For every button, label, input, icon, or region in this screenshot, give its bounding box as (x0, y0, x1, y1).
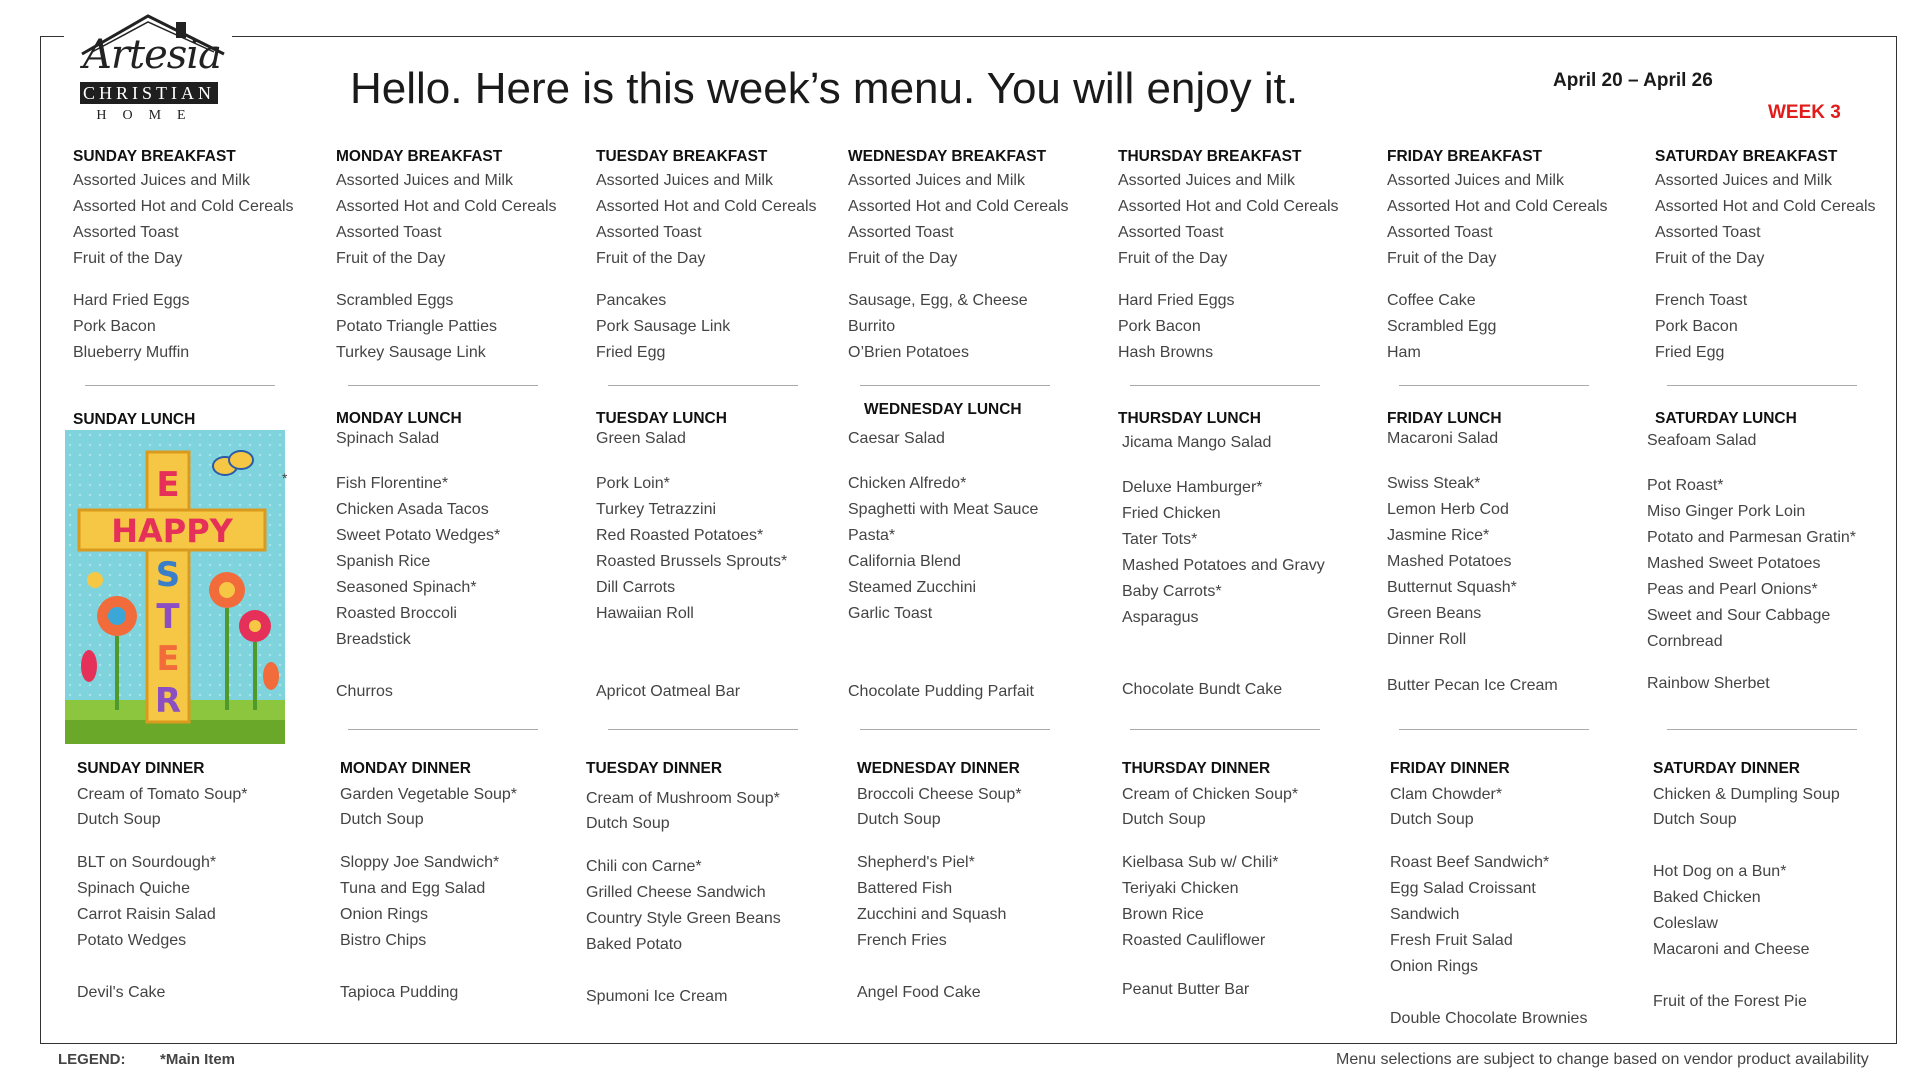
menu-item: Fruit of the Day (1387, 250, 1497, 267)
breakfast-title: THURSDAY BREAKFAST (1118, 148, 1302, 165)
section-divider (1399, 385, 1589, 386)
menu-item: Assorted Juices and Milk (1387, 172, 1564, 189)
section-divider (348, 729, 538, 730)
menu-item: Miso Ginger Pork Loin (1647, 503, 1806, 520)
menu-item: Assorted Toast (1387, 224, 1493, 241)
menu-item: Pork Bacon (73, 318, 156, 335)
menu-item: Sausage, Egg, & Cheese (848, 292, 1028, 309)
lunch-title: SATURDAY LUNCH (1655, 410, 1797, 427)
menu-item: Turkey Tetrazzini (596, 501, 717, 518)
menu-item: Dinner Roll (1387, 631, 1467, 648)
menu-item: Butter Pecan Ice Cream (1387, 677, 1558, 694)
menu-item: Dutch Soup (77, 811, 161, 828)
dinner-title: TUESDAY DINNER (586, 760, 723, 777)
menu-item: Brown Rice (1122, 906, 1204, 923)
menu-item: Pork Bacon (1655, 318, 1738, 335)
legend-label: LEGEND: (58, 1051, 126, 1068)
breakfast-title: SUNDAY BREAKFAST (73, 148, 236, 165)
date-range: April 20 – April 26 (1553, 70, 1713, 91)
menu-item: Hard Fried Eggs (1118, 292, 1235, 309)
menu-item: Green Beans (1387, 605, 1482, 622)
menu-item: Angel Food Cake (857, 984, 981, 1001)
menu-item: Chicken & Dumpling Soup (1653, 786, 1840, 803)
menu-item: Deluxe Hamburger* (1122, 479, 1263, 496)
menu-item: Assorted Hot and Cold Cereals (1655, 198, 1876, 215)
menu-item: Assorted Toast (596, 224, 702, 241)
section-divider (860, 385, 1050, 386)
lunch-title: MONDAY LUNCH (336, 410, 462, 427)
menu-item: Breadstick (336, 631, 411, 648)
lunch-title: THURSDAY LUNCH (1118, 410, 1261, 427)
menu-item: Roast Beef Sandwich* (1390, 854, 1550, 871)
logo-home: HOME (96, 108, 202, 123)
menu-item: Swiss Steak* (1387, 475, 1481, 492)
menu-item: Baked Chicken (1653, 889, 1761, 906)
menu-item: Fruit of the Day (73, 250, 183, 267)
dinner-title: SATURDAY DINNER (1653, 760, 1800, 777)
menu-item: Roasted Cauliflower (1122, 932, 1266, 949)
lunch-title: WEDNESDAY LUNCH (864, 401, 1022, 418)
happy-easter-card (65, 430, 288, 744)
menu-item: Fried Egg (596, 344, 666, 361)
menu-item: Assorted Toast (848, 224, 954, 241)
menu-item: Jasmine Rice* (1387, 527, 1490, 544)
menu-item: Spumoni Ice Cream (586, 988, 728, 1005)
menu-item: Hard Fried Eggs (73, 292, 190, 309)
menu-item: Mashed Sweet Potatoes (1647, 555, 1821, 572)
menu-item: Potato Wedges (77, 932, 187, 949)
menu-item: Assorted Hot and Cold Cereals (336, 198, 557, 215)
easter-illustration (65, 430, 288, 744)
menu-item: Butternut Squash* (1387, 579, 1517, 596)
menu-item: Mashed Potatoes (1387, 553, 1512, 570)
menu-item: Green Salad (596, 430, 686, 447)
menu-item: Chili con Carne* (586, 858, 702, 875)
menu-item: BLT on Sourdough* (77, 854, 217, 871)
menu-item: Sandwich (1390, 906, 1460, 923)
menu-item: Seafoam Salad (1647, 432, 1757, 449)
menu-item: Turkey Sausage Link (336, 344, 486, 361)
menu-item: Cream of Tomato Soup* (77, 786, 248, 803)
menu-item: Seasoned Spinach* (336, 579, 477, 596)
menu-item: Dutch Soup (340, 811, 424, 828)
menu-item: O’Brien Potatoes (848, 344, 969, 361)
menu-item: Hot Dog on a Bun* (1653, 863, 1787, 880)
menu-item: Pot Roast* (1647, 477, 1724, 494)
menu-item: Zucchini and Squash (857, 906, 1007, 923)
menu-item: Potato Triangle Patties (336, 318, 497, 335)
menu-item: Onion Rings (340, 906, 429, 923)
menu-item: Clam Chowder* (1390, 786, 1503, 803)
menu-item: Fresh Fruit Salad (1390, 932, 1513, 949)
menu-item: Mashed Potatoes and Gravy (1122, 557, 1325, 574)
section-divider (1667, 729, 1857, 730)
menu-item: Cornbread (1647, 633, 1723, 650)
breakfast-title: SATURDAY BREAKFAST (1655, 148, 1838, 165)
dinner-title: THURSDAY DINNER (1122, 760, 1271, 777)
menu-item: Tuna and Egg Salad (340, 880, 486, 897)
breakfast-title: WEDNESDAY BREAKFAST (848, 148, 1047, 165)
menu-item: Pancakes (596, 292, 667, 309)
section-divider (348, 385, 538, 386)
menu-item: Steamed Zucchini (848, 579, 977, 596)
week-badge: WEEK 3 (1768, 102, 1841, 123)
menu-item: Pork Sausage Link (596, 318, 731, 335)
menu-item: Kielbasa Sub w/ Chili* (1122, 854, 1279, 871)
svg-text:T: T (156, 597, 180, 637)
menu-item: California Blend (848, 553, 961, 570)
menu-item: Macaroni Salad (1387, 430, 1499, 447)
menu-item: Assorted Hot and Cold Cereals (848, 198, 1069, 215)
menu-item: Cream of Chicken Soup* (1122, 786, 1299, 803)
breakfast-title: MONDAY BREAKFAST (336, 148, 503, 165)
menu-item: Double Chocolate Brownies (1390, 1010, 1588, 1027)
menu-item: Onion Rings (1390, 958, 1479, 975)
menu-item: Spaghetti with Meat Sauce (848, 501, 1039, 518)
svg-text:E: E (156, 465, 180, 505)
dinner-title: WEDNESDAY DINNER (857, 760, 1020, 777)
menu-item: Dutch Soup (1653, 811, 1737, 828)
menu-item: Grilled Cheese Sandwich (586, 884, 766, 901)
menu-item: Pork Loin* (596, 475, 670, 492)
menu-item: Burrito (848, 318, 896, 335)
legend-main-item: *Main Item (160, 1051, 236, 1068)
menu-item: Tater Tots* (1122, 531, 1198, 548)
menu-item: Spinach Quiche (77, 880, 190, 897)
menu-item: Blueberry Muffin (73, 344, 190, 361)
menu-item: Egg Salad Croissant (1390, 880, 1536, 897)
menu-item: Scrambled Eggs (336, 292, 454, 309)
menu-item: Assorted Juices and Milk (596, 172, 773, 189)
menu-item: Fruit of the Day (1655, 250, 1765, 267)
svg-text:S: S (155, 555, 181, 595)
menu-item: Chocolate Pudding Parfait (848, 683, 1034, 700)
breakfast-title: FRIDAY BREAKFAST (1387, 148, 1543, 165)
lunch-title: FRIDAY LUNCH (1387, 410, 1502, 427)
menu-item: French Fries (857, 932, 947, 949)
logo-script: Artesia (83, 32, 221, 78)
menu-item: Dutch Soup (1390, 811, 1474, 828)
menu-item: French Toast (1655, 292, 1748, 309)
menu-item: Assorted Toast (1118, 224, 1224, 241)
menu-item: Fruit of the Forest Pie (1653, 993, 1807, 1010)
menu-item: Roasted Brussels Sprouts* (596, 553, 788, 570)
menu-item: Sloppy Joe Sandwich* (340, 854, 500, 871)
menu-item: Rainbow Sherbet (1647, 675, 1770, 692)
breakfast-title: TUESDAY BREAKFAST (596, 148, 768, 165)
menu-item: Roasted Broccoli (336, 605, 457, 622)
menu-item: Assorted Toast (336, 224, 442, 241)
menu-item: Potato and Parmesan Gratin* (1647, 529, 1857, 546)
lunch-title: TUESDAY LUNCH (596, 410, 727, 427)
menu-item: Assorted Toast (73, 224, 179, 241)
svg-text:HAPPY: HAPPY (111, 512, 233, 550)
menu-item: Chocolate Bundt Cake (1122, 681, 1283, 698)
menu-item: Teriyaki Chicken (1122, 880, 1239, 897)
menu-item: Assorted Juices and Milk (336, 172, 513, 189)
menu-item: Scrambled Egg (1387, 318, 1497, 335)
section-divider (608, 729, 798, 730)
menu-item: Dutch Soup (1122, 811, 1206, 828)
menu-item: Baby Carrots* (1122, 583, 1222, 600)
menu-item: Cream of Mushroom Soup* (586, 790, 780, 807)
section-divider (1130, 729, 1320, 730)
menu-item: Fruit of the Day (1118, 250, 1228, 267)
menu-item: Fried Chicken (1122, 505, 1221, 522)
menu-item: Dill Carrots (596, 579, 676, 596)
menu-item: Sweet and Sour Cabbage (1647, 607, 1831, 624)
menu-item: Assorted Hot and Cold Cereals (1118, 198, 1339, 215)
section-divider (860, 729, 1050, 730)
page-title: Hello. Here is this week’s menu. You will enjoy it. (350, 64, 1299, 113)
menu-item: Spanish Rice (336, 553, 431, 570)
lunch-title: SUNDAY LUNCH (73, 411, 196, 428)
menu-item: Coffee Cake (1387, 292, 1476, 309)
menu-item: Assorted Hot and Cold Cereals (1387, 198, 1608, 215)
menu-item: Chicken Alfredo* (848, 475, 967, 492)
menu-item: Fried Egg (1655, 344, 1725, 361)
section-divider (1399, 729, 1589, 730)
menu-item: Devil's Cake (77, 984, 166, 1001)
menu-item: Dutch Soup (586, 815, 670, 832)
section-divider (1130, 385, 1320, 386)
menu-item: Peas and Pearl Onions* (1647, 581, 1818, 598)
menu-item: Bistro Chips (340, 932, 427, 949)
menu-item: Baked Potato (586, 936, 683, 953)
menu-item: Dutch Soup (857, 811, 941, 828)
menu-item: Coleslaw (1653, 915, 1718, 932)
artesia-logo (64, 12, 232, 130)
menu-item: Assorted Hot and Cold Cereals (73, 198, 294, 215)
dinner-title: MONDAY DINNER (340, 760, 471, 777)
menu-item: Hash Browns (1118, 344, 1214, 361)
menu-item: Spinach Salad (336, 430, 440, 447)
dinner-title: FRIDAY DINNER (1390, 760, 1510, 777)
menu-item: Pasta* (848, 527, 896, 544)
stray-asterisk: * (282, 470, 288, 486)
menu-item: Jicama Mango Salad (1122, 434, 1272, 451)
section-divider (1667, 385, 1857, 386)
section-divider (608, 385, 798, 386)
menu-item: Assorted Juices and Milk (73, 172, 250, 189)
menu-item: Red Roasted Potatoes* (596, 527, 764, 544)
menu-item: Garlic Toast (848, 605, 933, 622)
menu-item: Garden Vegetable Soup* (340, 786, 518, 803)
section-divider (85, 385, 275, 386)
menu-item: Fruit of the Day (596, 250, 706, 267)
menu-item: Assorted Juices and Milk (848, 172, 1025, 189)
menu-item: Apricot Oatmeal Bar (596, 683, 741, 700)
menu-item: Sweet Potato Wedges* (336, 527, 501, 544)
menu-item: Tapioca Pudding (340, 984, 459, 1001)
logo-band: CHRISTIAN (80, 82, 218, 104)
dinner-title: SUNDAY DINNER (77, 760, 205, 777)
menu-item: Pork Bacon (1118, 318, 1201, 335)
menu-item: Shepherd's Piel* (857, 854, 975, 871)
menu-item: Ham (1387, 344, 1421, 361)
menu-item: Hawaiian Roll (596, 605, 694, 622)
menu-item: Country Style Green Beans (586, 910, 781, 927)
menu-item: Fruit of the Day (336, 250, 446, 267)
menu-item: Chicken Asada Tacos (336, 501, 489, 518)
menu-item: Churros (336, 683, 393, 700)
menu-item: Fish Florentine* (336, 475, 449, 492)
menu-item: Fruit of the Day (848, 250, 958, 267)
menu-item: Caesar Salad (848, 430, 945, 447)
menu-item: Battered Fish (857, 880, 953, 897)
menu-item: Assorted Hot and Cold Cereals (596, 198, 817, 215)
menu-item: Carrot Raisin Salad (77, 906, 216, 923)
menu-item: Lemon Herb Cod (1387, 501, 1509, 518)
menu-item: Assorted Juices and Milk (1655, 172, 1832, 189)
svg-text:E: E (156, 639, 180, 679)
svg-text:R: R (154, 681, 182, 721)
menu-item: Broccoli Cheese Soup* (857, 786, 1022, 803)
menu-item: Macaroni and Cheese (1653, 941, 1810, 958)
menu-item: Asparagus (1122, 609, 1199, 626)
menu-item: Peanut Butter Bar (1122, 981, 1250, 998)
menu-item: Assorted Juices and Milk (1118, 172, 1295, 189)
menu-item: Assorted Toast (1655, 224, 1761, 241)
disclaimer: Menu selections are subject to change based on vendor product availability (1336, 1051, 1869, 1068)
